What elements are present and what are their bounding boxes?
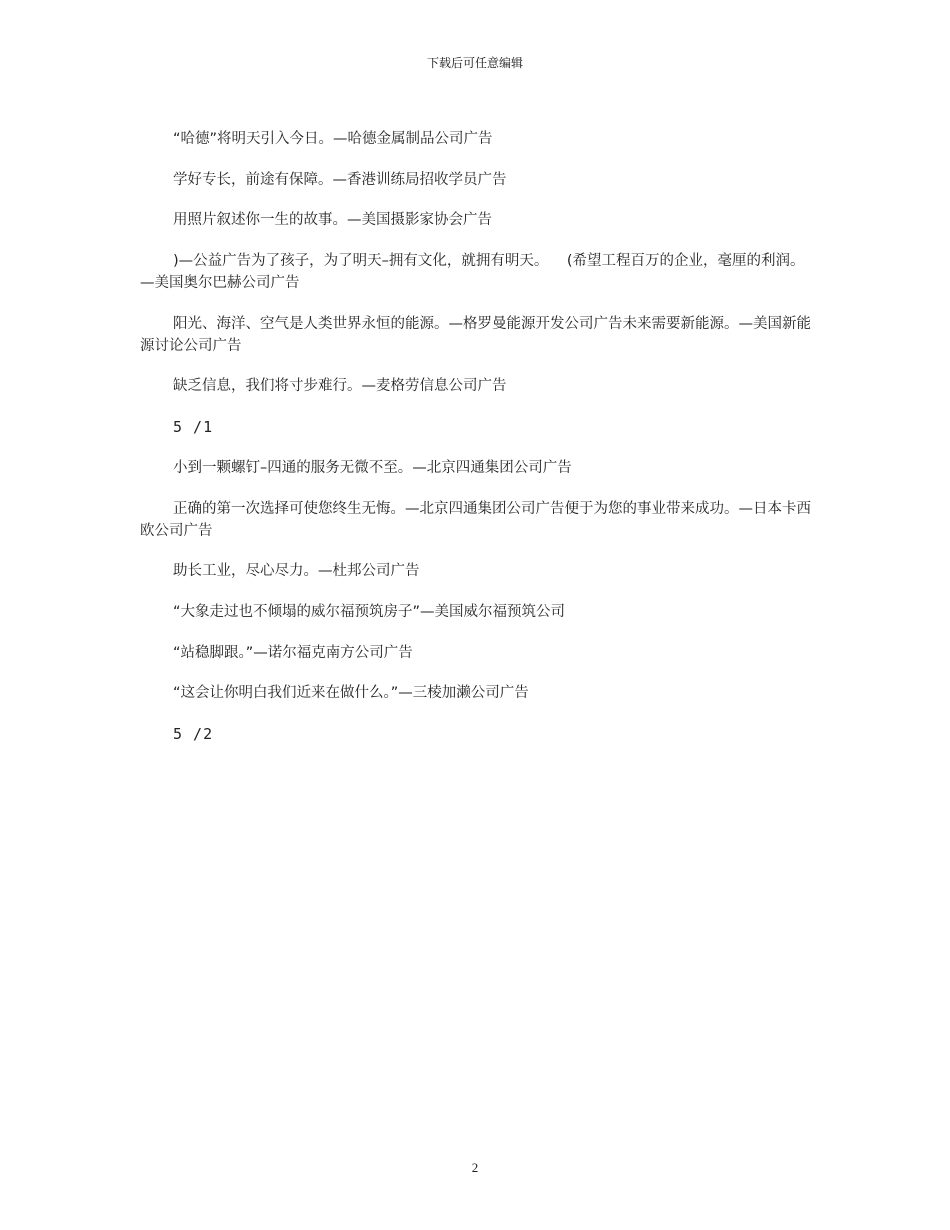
paragraph: “大象走过也不倾塌的威尔福预筑房子”—美国威尔福预筑公司	[173, 603, 566, 620]
document-body	[140, 128, 815, 764]
paragraph: 小到一颗螺钉–四通的服务无微不至。—北京四通集团公司广告	[173, 459, 572, 476]
page-header: 下载后可任意编辑	[426, 56, 523, 70]
paragraph: )—公益广告为了孩子，为了明天–拥有文化，就拥有明天。 (希望工程百万的企业，毫厘的利润。—美国奥尔巴赫公司广告	[140, 253, 805, 292]
paragraph: “这会让你明白我们近来在做什么。”—三棱加濑公司广告	[173, 685, 529, 702]
paragraph: 助长工业，尽心尽力。—杜邦公司广告	[173, 563, 420, 580]
paragraph: 阳光、海洋、空气是人类世界永恒的能源。—格罗曼能源开发公司广告未来需要新能源。—美国新能源讨论公司广告	[140, 315, 811, 354]
paragraph: 正确的第一次选择可使您终生无悔。—北京四通集团公司广告便于为您的事业带来成功。—日本卡西欧公司广告	[140, 500, 811, 539]
paragraph: “站稳脚跟。”—诺尔福克南方公司广告	[173, 644, 413, 661]
paragraph: “哈德”将明天引入今日。—哈德金属制品公司广告	[173, 131, 493, 147]
page-fraction-marker: 5 /2	[173, 724, 214, 743]
paragraph: 缺乏信息，我们将寸步难行。—麦格劳信息公司广告	[173, 378, 507, 395]
page-number: 2	[471, 1160, 479, 1175]
page-fraction-marker: 5 /1	[173, 418, 214, 437]
paragraph: 用照片叙述你一生的故事。—美国摄影家协会广告	[173, 212, 492, 229]
paragraph: 学好专长，前途有保障。—香港训练局招收学员广告	[173, 171, 507, 188]
